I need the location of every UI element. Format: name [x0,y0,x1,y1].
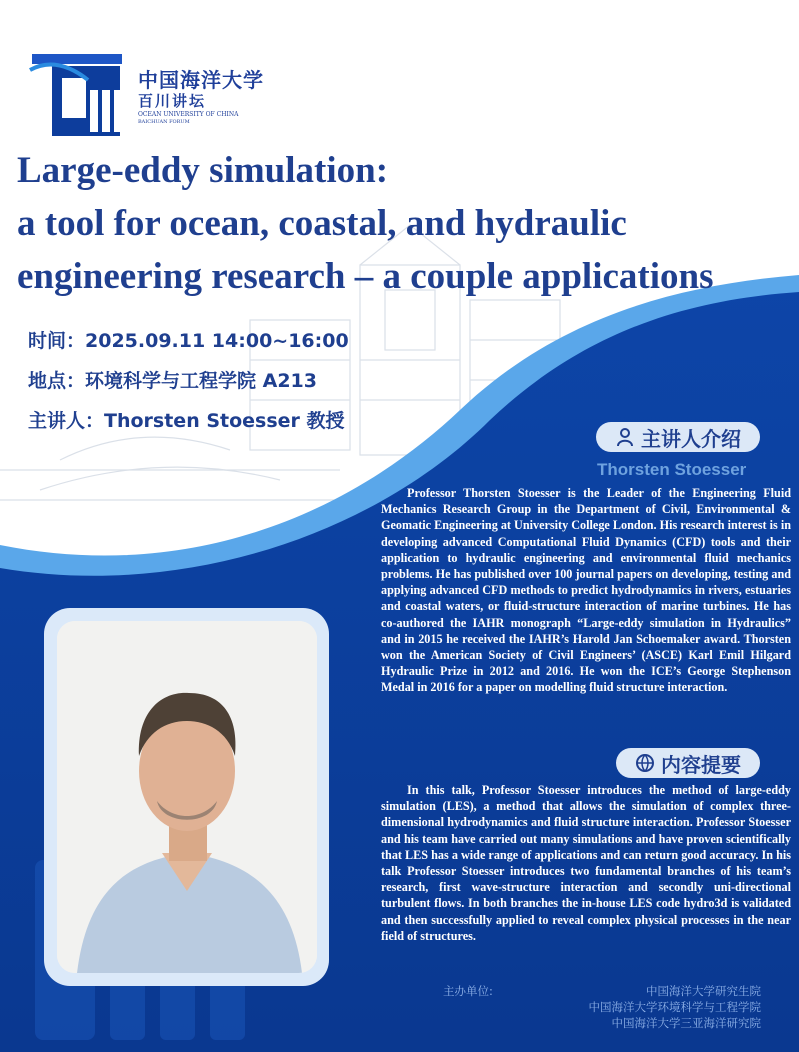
organizer-item: 中国海洋大学环境科学与工程学院 [588,1000,761,1014]
logo-university-name: 中国海洋大学 [138,68,264,92]
bio-heading [596,422,760,452]
bio-text: Professor Thorsten Stoesser is the Leader of the Engineering Fluid Mechanics Research Group in the Department of Civil, Environmental & Geomatic Engineering at University College London. His research interest is in developing advanced Computational Fluid Dynamics (CFD) tools and their application to hydraulic engineering and environmental fluid mechanics problems. He has published over 100 journal papers on developing, testing and applying advanced CFD methods to predict hydrodynamics in rivers, estuaries and coastal waters, or fluid-structure interaction of marine turbines. He has co-authored the IAHR monograph “Large-eddy simulation in Hydraulics” and in 2015 he received the IAHR’s Harold Jan Schoemaker award. Thorsten won the American Society of Civil Engineers’ (ASCE) Karl Emil Hilgard Hydraulic Prize in 2012 and 2016. He won the ICE’s George Stephenson Medal in 2016 for a paper on modelling fluid structure interaction. [381,486,791,695]
organizer-item: 中国海洋大学研究生院 [646,984,761,998]
title-line-1: Large-eddy simulation: [17,150,389,191]
logo-english-name: OCEAN UNIVERSITY OF CHINA [138,111,239,118]
speaker-photo-frame [44,608,329,986]
logo-english-forum: BAICHUAN FORUM [138,119,190,125]
organizer-item: 中国海洋大学三亚海洋研究院 [611,1016,761,1030]
title-line-2: a tool for ocean, coastal, and hydraulic [17,203,627,244]
speaker-photo [57,621,317,973]
person-icon [615,427,635,447]
abstract-heading [616,748,760,778]
organizers-label: 主办单位: [443,984,493,998]
speaker-name: Thorsten Stoesser [597,460,747,479]
abstract-heading-label: 内容提要 [661,752,741,777]
globe-icon [635,753,655,773]
abstract-text: In this talk, Professor Stoesser introduces the method of large-eddy simulation (LES), a method that allows the simulation of complex three-dimensional hydrodynamics and fluid structure interaction. Professor Stoesser and his team have carried out many simulations and have proven scientifically that LES has a wide range of applications and can return good accuracy. In his talk Professor Stoesser introduces two fundamental branches of his team’s research, first wave-structure interaction and secondly uni-directional turbulent flows. In both branches the in-house LES code hydro3d is validated and then successfully applied to reveal complex physical processes in the near field of structures. [381,783,791,943]
event-place: 地点：环境科学与工程学院 A213 [28,370,317,392]
bio-heading-label: 主讲人介绍 [641,426,741,451]
logo-forum-name: 百川讲坛 [138,92,207,110]
event-speaker: 主讲人：Thorsten Stoesser 教授 [28,410,345,432]
page-title [17,144,797,303]
title-line-3: engineering research – a couple applications [17,256,714,297]
event-time: 时间：2025.09.11 14:00~16:00 [28,330,349,352]
speaker-portrait-illustration [57,621,317,973]
university-logo-mark [28,50,136,140]
